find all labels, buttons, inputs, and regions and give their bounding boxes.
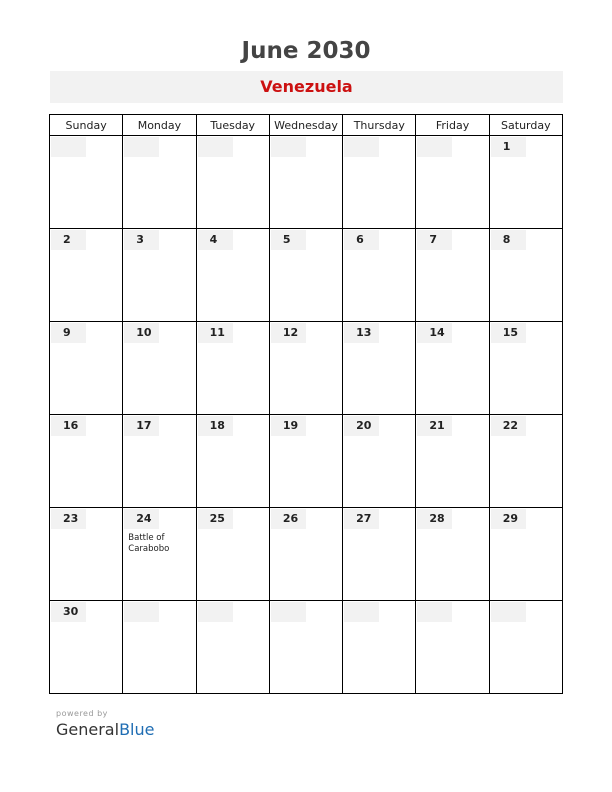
empty-day-cell — [196, 136, 269, 229]
week-row — [50, 229, 563, 322]
day-number: 18 — [198, 416, 233, 436]
page-title: June 2030 — [241, 38, 371, 64]
empty-day-cell — [50, 136, 123, 229]
empty-day-marker — [417, 602, 452, 622]
day-cell — [50, 229, 123, 322]
empty-day-marker — [124, 137, 159, 157]
empty-day-marker — [51, 137, 86, 157]
day-number: 4 — [198, 230, 233, 250]
day-number: 6 — [344, 230, 379, 250]
day-number: 20 — [344, 416, 379, 436]
day-cell — [416, 322, 489, 415]
day-number: 16 — [51, 416, 86, 436]
brand-blue: Blue — [119, 720, 155, 739]
empty-day-cell — [343, 136, 416, 229]
calendar-grid — [49, 114, 563, 694]
day-cell — [343, 415, 416, 508]
weekday-wednesday: Wednesday — [269, 115, 342, 136]
day-cell — [50, 508, 123, 601]
day-number: 7 — [417, 230, 452, 250]
day-cell — [489, 508, 562, 601]
weekday-thursday: Thursday — [343, 115, 416, 136]
day-cell — [416, 415, 489, 508]
day-number: 22 — [491, 416, 526, 436]
day-cell — [343, 322, 416, 415]
day-cell — [196, 229, 269, 322]
empty-day-cell — [269, 601, 342, 694]
day-number: 2 — [51, 230, 86, 250]
day-cell — [489, 322, 562, 415]
empty-day-cell — [416, 601, 489, 694]
day-number: 9 — [51, 323, 86, 343]
week-row — [50, 136, 563, 229]
day-number: 14 — [417, 323, 452, 343]
day-cell — [123, 322, 196, 415]
day-cell — [196, 508, 269, 601]
day-cell — [269, 322, 342, 415]
day-number: 29 — [491, 509, 526, 529]
day-cell — [489, 229, 562, 322]
weekday-monday: Monday — [123, 115, 196, 136]
week-row — [50, 601, 563, 694]
day-cell — [343, 229, 416, 322]
day-number: 8 — [491, 230, 526, 250]
empty-day-marker — [417, 137, 452, 157]
day-cell — [343, 508, 416, 601]
country-name: Venezuela — [260, 77, 353, 96]
footer — [56, 709, 154, 739]
day-cell — [269, 229, 342, 322]
empty-day-marker — [271, 602, 306, 622]
day-number: 27 — [344, 509, 379, 529]
day-number: 24 — [124, 509, 159, 529]
day-cell — [269, 415, 342, 508]
day-cell — [416, 229, 489, 322]
brand-logo — [56, 720, 154, 739]
day-cell — [489, 415, 562, 508]
weekday-header-row — [50, 115, 563, 136]
day-cell — [50, 322, 123, 415]
empty-day-cell — [343, 601, 416, 694]
week-row — [50, 415, 563, 508]
brand-general: General — [56, 720, 120, 739]
day-cell — [50, 415, 123, 508]
country-banner — [50, 71, 563, 103]
calendar-body — [50, 136, 563, 694]
empty-day-marker — [491, 602, 526, 622]
day-number: 11 — [198, 323, 233, 343]
day-number: 19 — [271, 416, 306, 436]
day-cell — [269, 508, 342, 601]
weekday-sunday: Sunday — [50, 115, 123, 136]
day-number: 26 — [271, 509, 306, 529]
empty-day-cell — [269, 136, 342, 229]
empty-day-cell — [123, 136, 196, 229]
day-number: 23 — [51, 509, 86, 529]
powered-by-text: powered by — [56, 709, 108, 718]
day-number: 3 — [124, 230, 159, 250]
day-cell — [489, 136, 562, 229]
day-number: 30 — [51, 602, 86, 622]
empty-day-cell — [489, 601, 562, 694]
day-cell — [123, 229, 196, 322]
day-number: 28 — [417, 509, 452, 529]
day-number: 5 — [271, 230, 306, 250]
weekday-tuesday: Tuesday — [196, 115, 269, 136]
day-cell — [123, 415, 196, 508]
weekday-saturday: Saturday — [489, 115, 562, 136]
day-number: 1 — [491, 137, 526, 157]
day-number: 12 — [271, 323, 306, 343]
day-cell — [196, 322, 269, 415]
day-cell — [123, 508, 196, 601]
empty-day-marker — [198, 602, 233, 622]
empty-day-marker — [344, 602, 379, 622]
empty-day-cell — [123, 601, 196, 694]
weekday-friday: Friday — [416, 115, 489, 136]
empty-day-cell — [416, 136, 489, 229]
day-number: 17 — [124, 416, 159, 436]
day-cell — [196, 415, 269, 508]
week-row — [50, 508, 563, 601]
day-number: 25 — [198, 509, 233, 529]
day-number: 13 — [344, 323, 379, 343]
empty-day-marker — [271, 137, 306, 157]
week-row — [50, 322, 563, 415]
holiday-label: Battle of Carabobo — [128, 533, 170, 554]
empty-day-marker — [344, 137, 379, 157]
day-number: 21 — [417, 416, 452, 436]
day-cell — [416, 508, 489, 601]
empty-day-cell — [196, 601, 269, 694]
day-number: 10 — [124, 323, 159, 343]
day-cell — [50, 601, 123, 694]
empty-day-marker — [198, 137, 233, 157]
day-number: 15 — [491, 323, 526, 343]
empty-day-marker — [124, 602, 159, 622]
